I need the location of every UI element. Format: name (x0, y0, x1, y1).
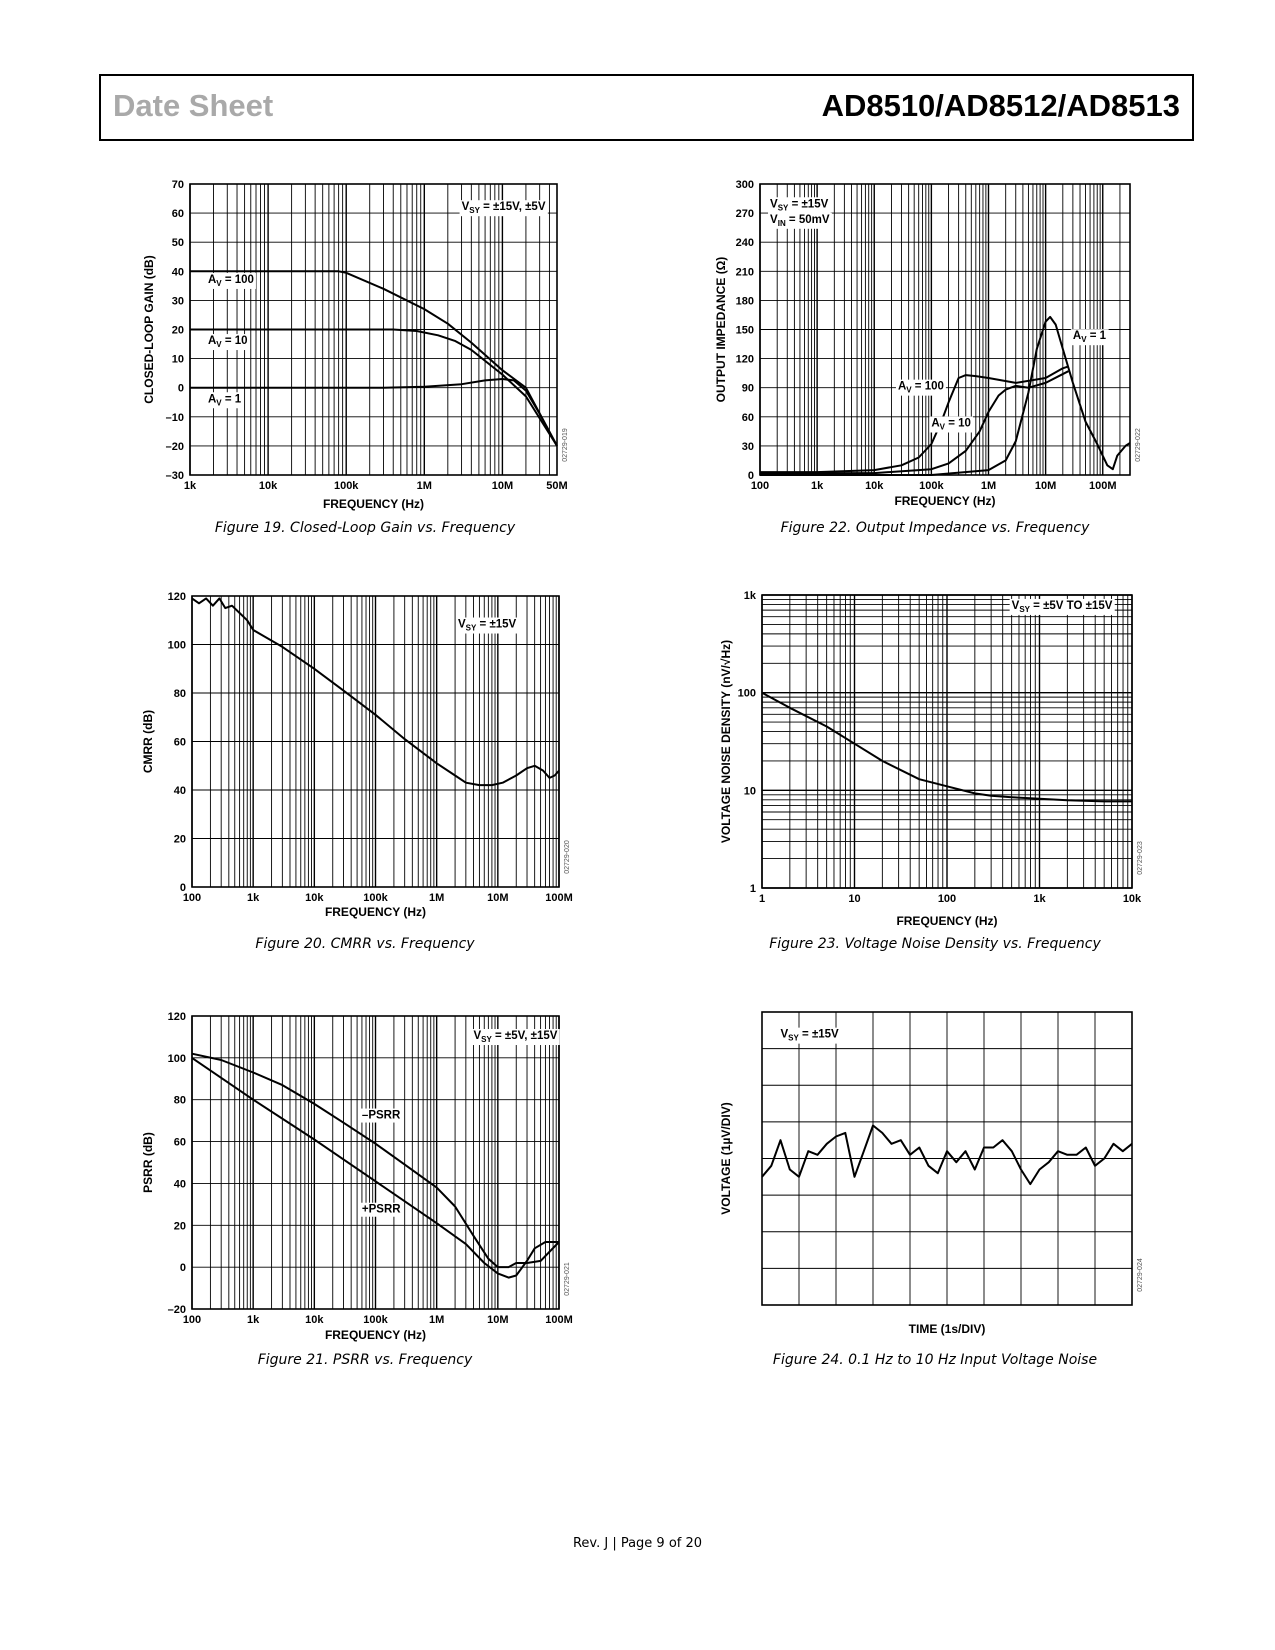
x-tick-label: 100M (545, 1314, 573, 1326)
chart-annotation: $V_{SY} = \pm 15V$ (458, 618, 517, 633)
figure-code: 02729-024 (1137, 1258, 1144, 1292)
chart-annotation: $V_{SY} = \pm 15V$ (770, 198, 829, 213)
fig19-plot (142, 179, 569, 511)
fig21-plot (141, 1011, 573, 1342)
x-tick-label: 100M (545, 892, 573, 904)
y-tick-label: –10 (165, 411, 184, 424)
y-tick-label: 180 (735, 295, 754, 308)
chart-annotation: $V_{SY} = \pm 5V$, ±15V (473, 1030, 558, 1045)
y-tick-label: 30 (171, 295, 184, 308)
x-axis-label: TIME (1s/DIV) (908, 1322, 986, 1336)
y-tick-label: 100 (167, 639, 186, 652)
chart-annotation: $A_V = 100$ (897, 380, 944, 395)
chart-annotation: +PSRR (361, 1203, 401, 1216)
x-tick-label: 1M (980, 480, 997, 492)
y-tick-label: 40 (173, 785, 186, 797)
caption-figure-21: Figure 21. PSRR vs. Frequency (257, 1352, 473, 1368)
chart-annotation: $V_{SY} = \pm 15V$, ±5V (461, 201, 546, 216)
x-tick-label: 1k (247, 1314, 260, 1326)
x-axis-label: FREQUENCY (Hz) (896, 914, 998, 928)
fig22-plot (714, 179, 1142, 508)
y-tick-label: 1k (743, 590, 756, 602)
y-tick-label: 80 (173, 688, 186, 700)
y-axis-label: CMRR (dB) (141, 709, 155, 774)
header-document-type: Date Sheet (113, 88, 274, 123)
x-tick-label: 1 (758, 893, 766, 905)
y-axis-label: OUTPUT IMPEDANCE (Ω) (714, 256, 728, 403)
y-tick-label: 20 (173, 833, 186, 846)
fig23-plot (719, 590, 1144, 928)
y-tick-label: 210 (735, 266, 754, 279)
figure-code: 02729-019 (562, 428, 569, 462)
x-tick-label: 100k (333, 480, 359, 492)
x-axis-label: FREQUENCY (Hz) (324, 1328, 427, 1342)
x-tick-label: 10 (848, 893, 861, 905)
y-tick-label: 0 (179, 882, 186, 894)
chart-annotation: –PSRR (361, 1109, 401, 1122)
y-tick-label: 20 (173, 1220, 186, 1233)
x-tick-label: 10M (1034, 480, 1057, 492)
x-tick-label: 100 (937, 893, 957, 905)
y-tick-label: –20 (165, 440, 184, 453)
y-tick-label: 70 (171, 179, 184, 191)
x-tick-label: 100k (919, 480, 944, 492)
y-axis-label: CLOSED-LOOP GAIN (dB) (142, 255, 156, 404)
y-tick-label: 1 (749, 883, 756, 895)
y-tick-label: 120 (167, 1011, 186, 1023)
x-tick-label: 1M (429, 892, 445, 904)
figure-code: 02729-020 (564, 840, 571, 874)
chart-annotation: $A_V = 1$ (207, 393, 242, 408)
x-tick-label: 1k (183, 480, 197, 492)
chart-annotation: $V_{IN} = 50mV$ (770, 213, 830, 228)
x-tick-label: 100k (363, 892, 388, 904)
fig24-plot (719, 1012, 1144, 1336)
x-tick-label: 100M (1088, 480, 1117, 492)
figure-code: 02729-023 (1137, 841, 1144, 875)
y-tick-label: 90 (741, 382, 754, 395)
y-tick-label: 10 (743, 785, 756, 798)
caption-figure-22: Figure 22. Output Impedance vs. Frequency (780, 520, 1090, 536)
x-tick-label: 100k (363, 1314, 388, 1326)
header-part-numbers: AD8510/AD8512/AD8513 (821, 88, 1180, 123)
chart-annotation: $A_V = 10$ (931, 417, 971, 432)
x-tick-label: 10k (865, 480, 884, 492)
y-tick-label: –20 (167, 1304, 186, 1316)
y-tick-label: 40 (171, 266, 184, 279)
y-tick-label: 300 (735, 179, 754, 191)
x-axis-label: FREQUENCY (Hz) (324, 905, 427, 919)
y-tick-label: 0 (747, 470, 754, 482)
x-tick-label: 10k (1122, 893, 1142, 905)
x-tick-label: 50M (546, 480, 568, 492)
y-tick-label: 60 (173, 1136, 186, 1149)
caption-figure-20: Figure 20. CMRR vs. Frequency (255, 936, 475, 952)
y-tick-label: 150 (735, 324, 754, 337)
y-tick-label: 50 (171, 237, 184, 250)
y-tick-label: 0 (179, 1262, 186, 1275)
x-tick-label: 1M (429, 1314, 445, 1326)
y-axis-label: VOLTAGE NOISE DENSITY (nV/√Hz) (719, 639, 733, 844)
x-tick-label: 10M (487, 1314, 509, 1326)
y-axis-label: VOLTAGE (1µV/DIV) (719, 1102, 733, 1215)
chart-annotation: $A_V = 100$ (207, 273, 254, 288)
y-tick-label: 270 (735, 208, 754, 221)
x-tick-label: 1M (416, 480, 432, 492)
y-tick-label: 40 (173, 1178, 186, 1191)
chart-annotation: $V_{SY} = \pm 5V$ TO ±15V (1011, 599, 1113, 614)
x-tick-label: 10k (258, 480, 278, 492)
figure-code: 02729-022 (1135, 428, 1142, 462)
y-tick-label: 20 (171, 324, 184, 337)
x-tick-label: 10M (487, 892, 509, 904)
figure-code: 02729-021 (564, 1262, 571, 1296)
chart-annotation: $A_V = 10$ (207, 335, 248, 350)
y-tick-label: 120 (167, 591, 186, 603)
y-tick-label: 60 (171, 208, 184, 221)
x-tick-label: 10k (305, 1314, 324, 1326)
caption-figure-23: Figure 23. Voltage Noise Density vs. Frequency (769, 936, 1101, 952)
y-tick-label: 10 (171, 353, 184, 366)
y-tick-label: 100 (167, 1052, 186, 1065)
x-tick-label: 1k (1033, 893, 1046, 905)
chart-annotation: $V_{SY} = \pm 15V$ (780, 1028, 839, 1043)
y-tick-label: 0 (177, 382, 184, 395)
x-tick-label: 10M (491, 480, 514, 492)
y-tick-label: 60 (741, 411, 754, 424)
x-axis-label: FREQUENCY (Hz) (322, 497, 425, 511)
y-tick-label: 80 (173, 1094, 186, 1107)
chart-annotation: $A_V = 1$ (1072, 330, 1107, 345)
y-tick-label: 120 (735, 353, 754, 366)
x-tick-label: 1k (810, 480, 824, 492)
x-tick-label: 10k (305, 892, 324, 904)
fig20-plot (141, 591, 573, 919)
x-tick-label: 100 (182, 1314, 202, 1326)
caption-figure-24: Figure 24. 0.1 Hz to 10 Hz Input Voltage Noise (772, 1352, 1098, 1368)
y-axis-label: PSRR (dB) (141, 1132, 155, 1193)
x-tick-label: 100 (750, 480, 770, 492)
y-tick-label: 60 (173, 736, 186, 749)
caption-figure-19: Figure 19. Closed-Loop Gain vs. Frequency (214, 520, 516, 536)
y-tick-label: –30 (165, 470, 184, 482)
y-tick-label: 240 (735, 237, 754, 250)
x-axis-label: FREQUENCY (Hz) (894, 494, 996, 508)
y-tick-label: 30 (741, 440, 754, 453)
x-tick-label: 1k (247, 892, 260, 904)
page-footer: Rev. J | Page 9 of 20 (572, 1536, 703, 1551)
x-tick-label: 100 (182, 892, 202, 904)
y-tick-label: 100 (737, 687, 756, 700)
